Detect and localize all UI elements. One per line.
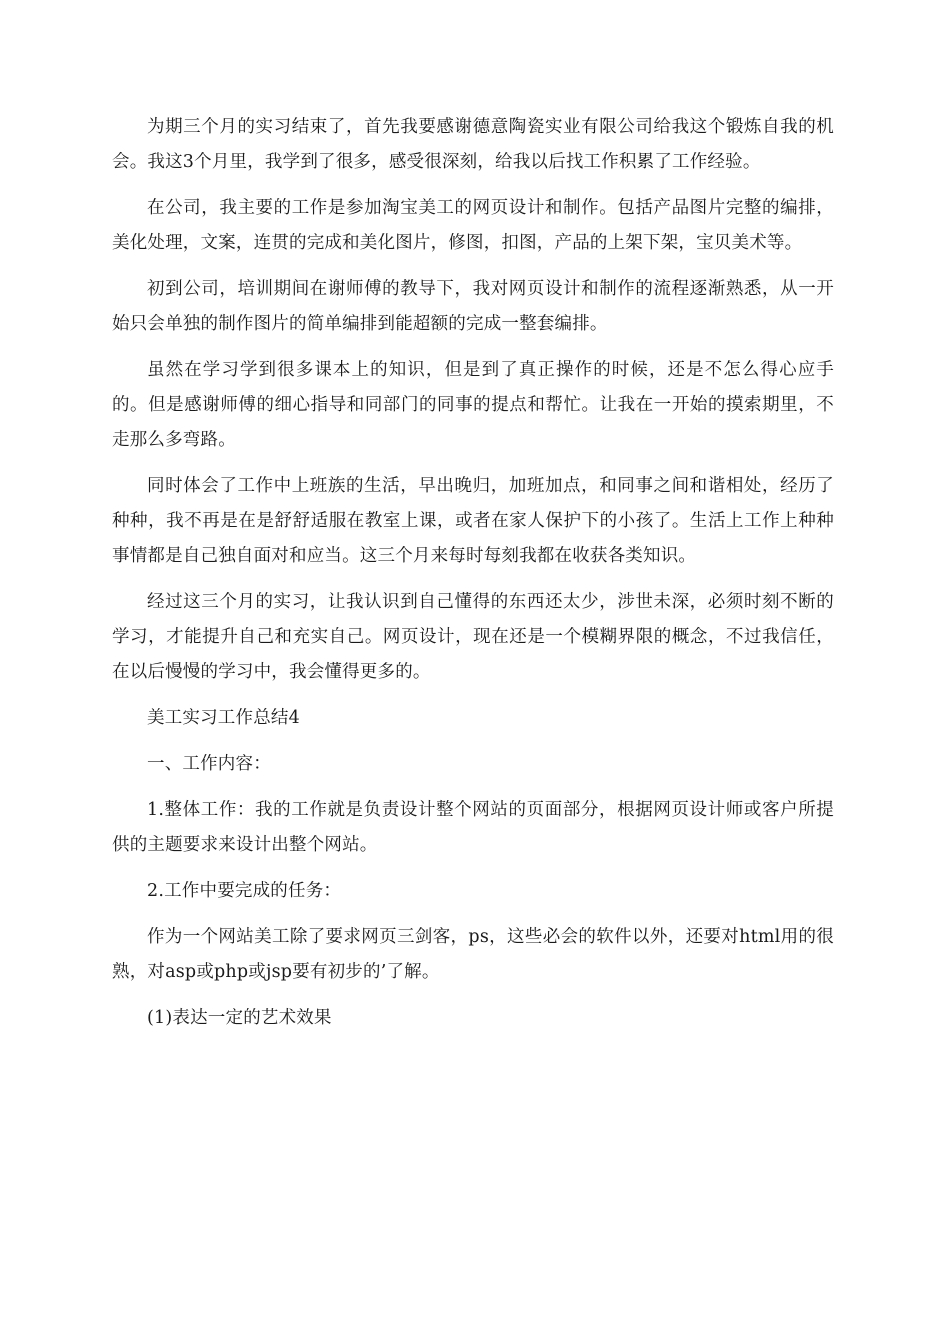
- section-heading: 美工实习工作总结4: [147, 708, 300, 728]
- paragraph-requirements: 作为一个网站美工除了要求网页三剑客，ps，这些必会的软件以外，还要对html用的很熟，对asp或php或jsp要有初步的’了解。: [112, 927, 834, 982]
- list-item-art-effect: (1)表达一定的艺术效果: [147, 1008, 332, 1028]
- paragraph-tasks-heading: 2.工作中要完成的任务：: [147, 881, 342, 901]
- paragraph-3: 初到公司，培训期间在谢师傅的教导下，我对网页设计和制作的流程逐渐熟悉，从一开始只会单独的制作图片的简单编排到能超额的完成一整套编排。: [112, 279, 834, 334]
- paragraph-1: 为期三个月的实习结束了，首先我要感谢德意陶瓷实业有限公司给我这个锻炼自我的机会。我这3个月里，我学到了很多，感受很深刻，给我以后找工作积累了工作经验。: [112, 117, 834, 172]
- paragraph-6: 经过这三个月的实习，让我认识到自己懂得的东西还太少，涉世未深，必须时刻不断的学习，才能提升自己和充实自己。网页设计，现在还是一个模糊界限的概念，不过我信任，在以后慢慢的学习中，我会懂得更多的。: [112, 592, 834, 682]
- paragraph-4: 虽然在学习学到很多课本上的知识，但是到了真正操作的时候，还是不怎么得心应手的。但是感谢师傅的细心指导和同部门的同事的提点和帮忙。让我在一开始的摸索期里，不走那么多弯路。: [112, 360, 834, 450]
- paragraph-2: 在公司，我主要的工作是参加淘宝美工的网页设计和制作。包括产品图片完整的编排，美化处理，文案，连贯的完成和美化图片，修图，扣图，产品的上架下架，宝贝美术等。: [112, 198, 834, 253]
- subsection-heading: 一、工作内容：: [147, 754, 271, 774]
- paragraph-overall-work: 1.整体工作：我的工作就是负责设计整个网站的页面部分，根据网页设计师或客户所提供的主题要求来设计出整个网站。: [112, 800, 834, 855]
- document-body: [112, 110, 834, 1047]
- paragraph-5: 同时体会了工作中上班族的生活，早出晚归，加班加点，和同事之间和谐相处，经历了种种，我不再是在是舒舒适服在教室上课，或者在家人保护下的小孩了。生活上工作上种种事情都是自己独自面对和应当。这三个月来每时每刻我都在收获各类知识。: [112, 476, 834, 566]
